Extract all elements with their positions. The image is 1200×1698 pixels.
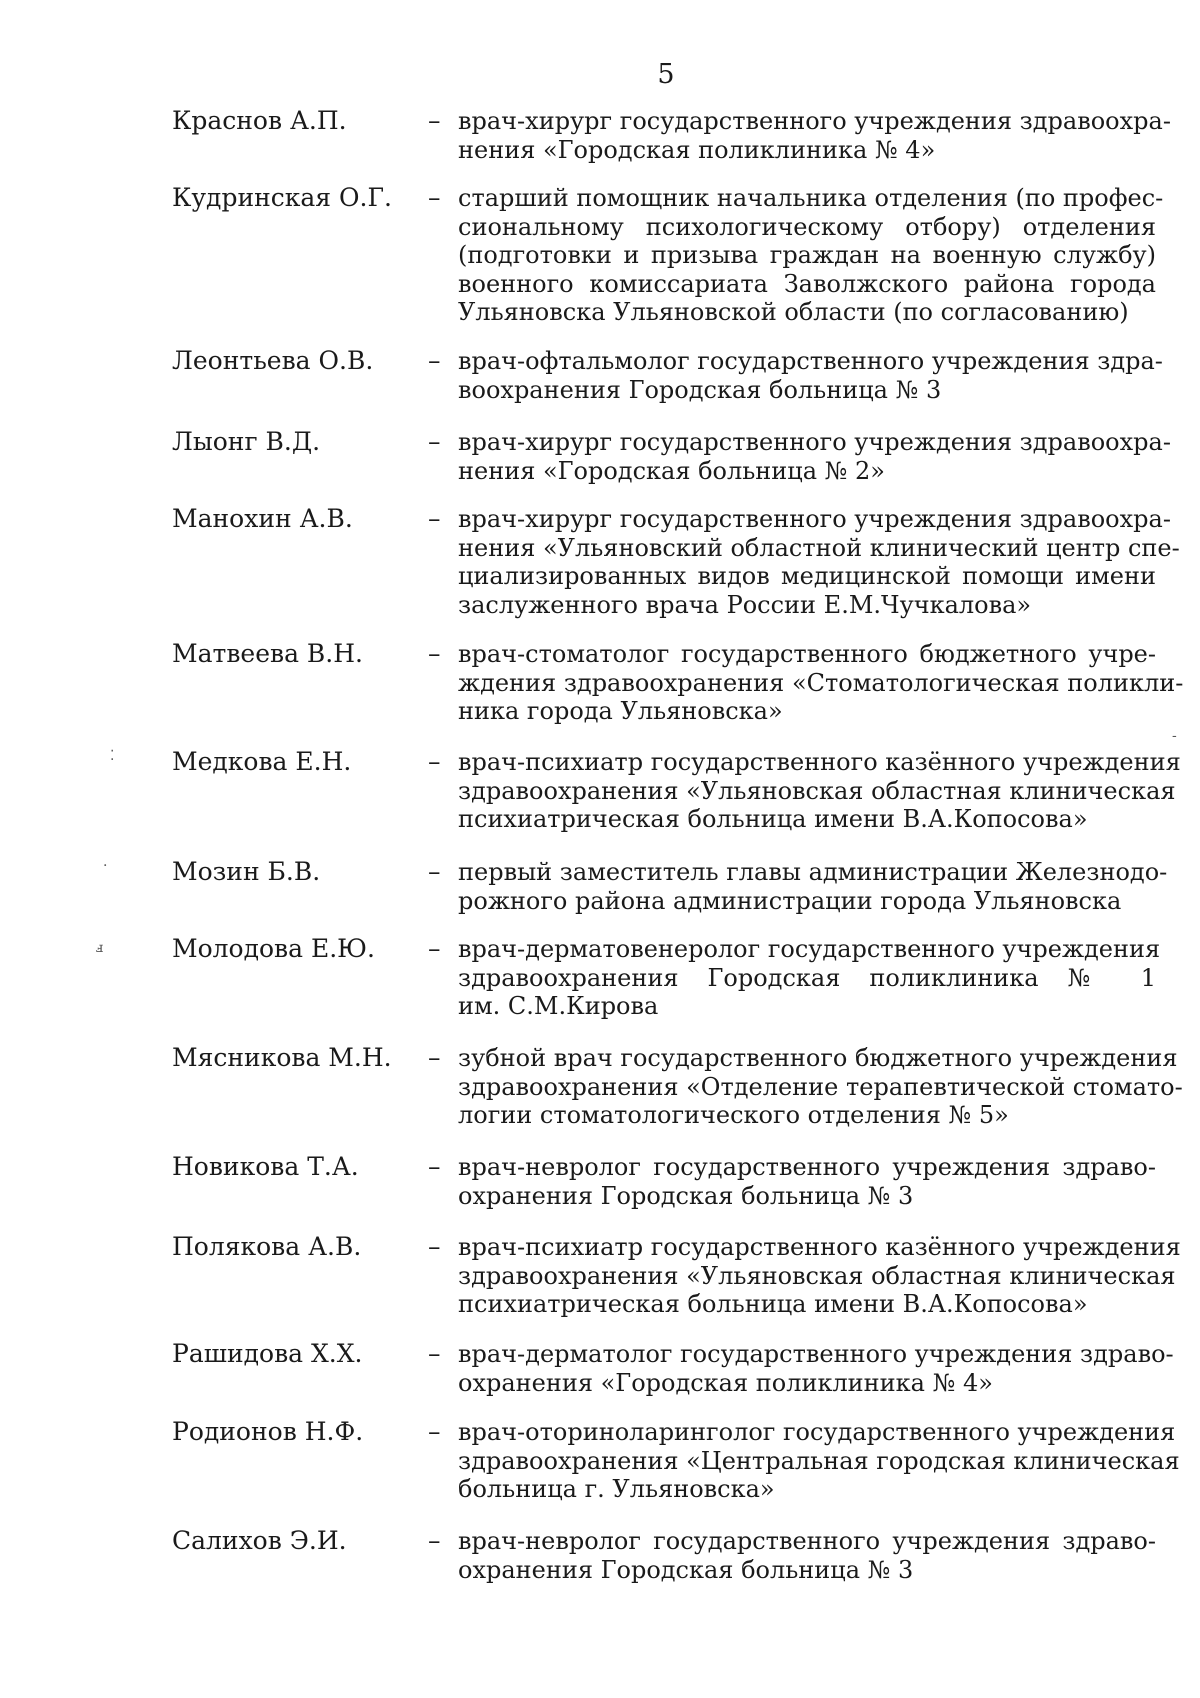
member-position (458, 748, 1181, 834)
position-line: врач-оториноларинголог государственного учреждения (458, 1418, 1176, 1446)
member-name: Салихов Э.И. (172, 1526, 347, 1555)
member-position (458, 184, 1164, 327)
position-line: охранения Городская больница № 3 (458, 1555, 914, 1584)
scan-artifact: ⁚ (110, 748, 115, 764)
position-line: циализированных видов медицинской помощи имени (458, 562, 1156, 590)
position-line: нения «Городская больница № 2» (458, 456, 885, 485)
member-name: Кудринская О.Г. (172, 183, 392, 212)
dash-separator: – (428, 183, 441, 212)
dash-separator: – (428, 934, 441, 963)
position-line: здравоохранения «Ульяновская областная клиническая (458, 776, 1176, 805)
member-name: Мозин Б.В. (172, 857, 321, 886)
member-position (458, 1044, 1183, 1130)
dash-separator: – (428, 1043, 441, 1072)
position-line: здравоохранения «Центральная городская клиническая (458, 1446, 1180, 1475)
position-line: врач-хирург государственного учреждения здравоохра- (458, 107, 1171, 135)
position-line: охранения «Городская поликлиника № 4» (458, 1368, 993, 1397)
position-line: Ульяновска Ульяновской области (по согласованию) (458, 298, 1129, 326)
dash-separator: – (428, 1417, 441, 1446)
position-line: (подготовки и призыва граждан на военную службу) (458, 241, 1156, 269)
position-line: нения «Городская поликлиника № 4» (458, 135, 936, 164)
member-position (458, 1340, 1174, 1397)
member-position (458, 1233, 1181, 1319)
position-line: старший помощник начальника отделения (по профес- (458, 184, 1164, 212)
dash-separator: – (428, 1232, 441, 1261)
scan-artifact: ⅎ (96, 940, 104, 956)
position-line: здравоохранения «Отделение терапевтической стомато- (458, 1072, 1183, 1101)
position-line: рожного района администрации города Ульяновска (458, 886, 1122, 915)
position-line: сиональному психологическому отбору) отделения (458, 212, 1156, 241)
member-position (458, 347, 1163, 404)
position-line: врач-хирург государственного учреждения здравоохра- (458, 428, 1171, 456)
member-name: Родионов Н.Ф. (172, 1417, 364, 1446)
member-name: Полякова А.В. (172, 1232, 362, 1261)
member-name: Манохин А.В. (172, 504, 353, 533)
member-name: Матвеева В.Н. (172, 639, 363, 668)
position-line: заслуженного врача России Е.М.Чучкалова» (458, 590, 1032, 619)
member-position (458, 1527, 1156, 1584)
position-line: врач-невролог государственного учреждения здраво- (458, 1527, 1156, 1555)
position-line: логии стоматологического отделения № 5» (458, 1101, 1009, 1129)
dash-separator: – (428, 106, 441, 135)
dash-separator: – (428, 1152, 441, 1181)
position-line: военного комиссариата Заволжского района города (458, 269, 1156, 298)
member-position (458, 640, 1184, 726)
position-line: здравоохранения «Ульяновская областная клиническая (458, 1261, 1176, 1290)
position-line: здравоохранения Городская поликлиника № 1 (458, 963, 1156, 992)
member-position (458, 935, 1161, 1021)
position-line: врач-дерматолог государственного учреждения здраво- (458, 1340, 1174, 1368)
page-number: 5 (657, 59, 675, 90)
member-position (458, 1153, 1156, 1210)
position-line: врач-офтальмолог государственного учреждения здра- (458, 347, 1163, 375)
position-line: врач-психиатр государственного казённого учреждения (458, 1233, 1181, 1261)
member-position (458, 428, 1171, 485)
member-name: Леонтьева О.В. (172, 346, 374, 375)
position-line: психиатрическая больница имени В.А.Копосова» (458, 805, 1088, 833)
dash-separator: – (428, 1339, 441, 1368)
member-name: Молодова Е.Ю. (172, 934, 375, 963)
member-name: Лыонг В.Д. (172, 427, 321, 456)
position-line: врач-невролог государственного учреждения здраво- (458, 1153, 1156, 1181)
member-position (458, 505, 1180, 619)
dash-separator: – (428, 639, 441, 668)
position-line: психиатрическая больница имени В.А.Копосова» (458, 1290, 1088, 1318)
dash-separator: – (428, 346, 441, 375)
position-line: ника города Ульяновска» (458, 697, 783, 725)
member-name: Рашидова Х.Х. (172, 1339, 363, 1368)
member-position (458, 858, 1168, 915)
member-name: Новикова Т.А. (172, 1152, 359, 1181)
member-position (458, 107, 1171, 164)
dash-separator: – (428, 1526, 441, 1555)
position-line: больница г. Ульяновска» (458, 1475, 775, 1503)
scan-artifact: - (1172, 728, 1177, 744)
member-name: Мясникова М.Н. (172, 1043, 392, 1072)
position-line: зубной врач государственного бюджетного учреждения (458, 1044, 1178, 1072)
member-position (458, 1418, 1180, 1504)
position-line: первый заместитель главы администрации Железнодо- (458, 858, 1168, 886)
scan-artifact: · (103, 858, 108, 874)
dash-separator: – (428, 857, 441, 886)
member-name: Медкова Е.Н. (172, 747, 352, 776)
position-line: врач-хирург государственного учреждения здравоохра- (458, 505, 1171, 533)
position-line: воохранения Городская больница № 3 (458, 375, 942, 404)
position-line: врач-психиатр государственного казённого учреждения (458, 748, 1181, 776)
dash-separator: – (428, 747, 441, 776)
position-line: врач-стоматолог государственного бюджетного учре- (458, 640, 1156, 668)
dash-separator: – (428, 427, 441, 456)
position-line: охранения Городская больница № 3 (458, 1181, 914, 1210)
member-name: Краснов А.П. (172, 106, 347, 135)
position-line: нения «Ульяновский областной клинический центр спе- (458, 533, 1180, 562)
position-line: ждения здравоохранения «Стоматологическая поликли- (458, 668, 1184, 697)
position-line: им. С.М.Кирова (458, 992, 659, 1020)
position-line: врач-дерматовенеролог государственного учреждения (458, 935, 1161, 963)
dash-separator: – (428, 504, 441, 533)
